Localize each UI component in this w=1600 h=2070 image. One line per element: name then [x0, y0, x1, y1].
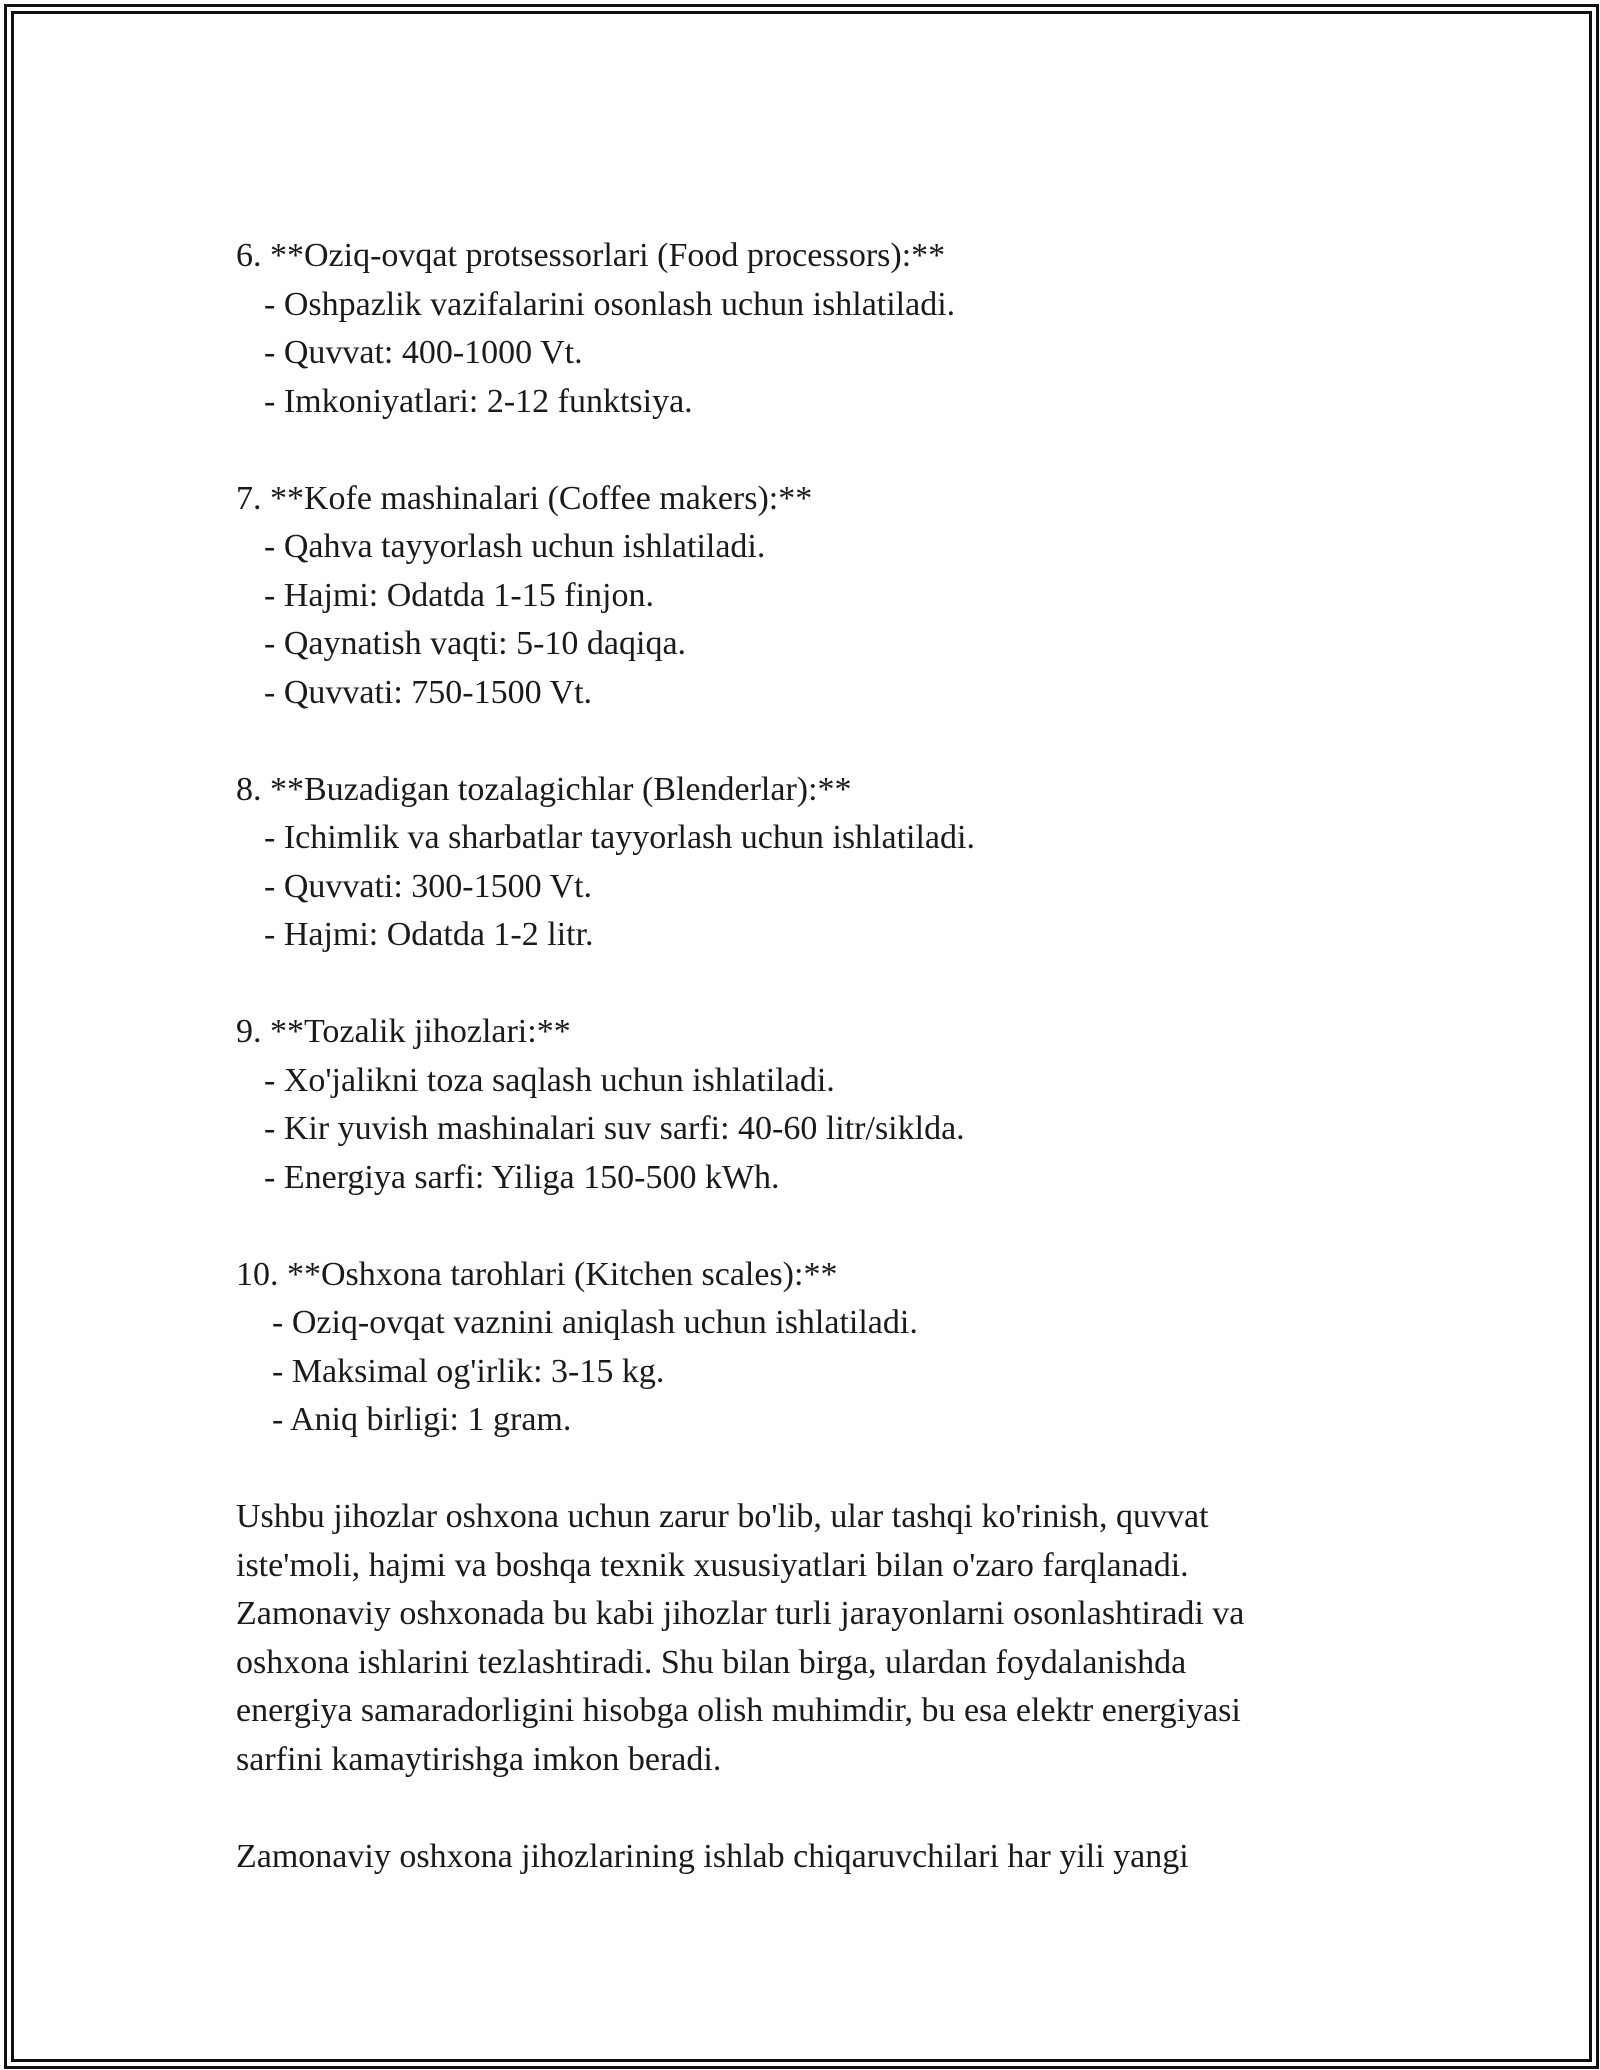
- list-item: - Maksimal og'irlik: 3-15 kg.: [272, 1352, 665, 1390]
- paragraph-line: iste'moli, hajmi va boshqa texnik xususiyatlari bilan o'zaro farqlanadi.: [236, 1546, 1189, 1584]
- section-heading: 10. **Oshxona tarohlari (Kitchen scales):**: [236, 1255, 838, 1293]
- list-item: - Kir yuvish mashinalari suv sarfi: 40-60 litr/siklda.: [264, 1110, 965, 1147]
- list-item: - Quvvati: 300-1500 Vt.: [264, 867, 593, 905]
- section-heading: 6. **Oziq-ovqat protsessorlari (Food processors):**: [236, 237, 946, 274]
- list-item: - Aniq birligi: 1 gram.: [272, 1401, 572, 1438]
- list-item: - Quvvat: 400-1000 Vt.: [264, 334, 583, 371]
- paragraph-line: oshxona ishlarini tezlashtiradi. Shu bilan birga, ulardan foydalanishda: [236, 1643, 1187, 1681]
- list-item: - Hajmi: Odatda 1-2 litr.: [264, 916, 594, 953]
- section-heading: 8. **Buzadigan tozalagichlar (Blenderlar):**: [236, 770, 852, 808]
- paragraph-line: Zamonaviy oshxona jihozlarining ishlab chiqaruvchilari har yili yangi: [236, 1837, 1189, 1875]
- list-item: - Qahva tayyorlash uchun ishlatiladi.: [264, 528, 766, 565]
- list-item: - Oshpazlik vazifalarini osonlash uchun ishlatiladi.: [264, 285, 956, 323]
- document-body: [236, 232, 1416, 1881]
- paragraph-line: Zamonaviy oshxonada bu kabi jihozlar turli jarayonlarni osonlashtiradi va: [236, 1595, 1245, 1632]
- list-item: - Imkoniyatlari: 2-12 funktsiya.: [264, 382, 693, 420]
- list-item: - Energiya sarfi: Yiliga 150-500 kWh.: [264, 1158, 780, 1196]
- list-item: - Quvvati: 750-1500 Vt.: [264, 673, 593, 711]
- paragraph-line: energiya samaradorligini hisobga olish muhimdir, bu esa elektr energiyasi: [236, 1692, 1241, 1729]
- list-item: - Xo'jalikni toza saqlash uchun ishlatiladi.: [264, 1061, 835, 1099]
- paragraph-line: sarfini kamaytirishga imkon beradi.: [236, 1740, 722, 1778]
- list-item: - Hajmi: Odatda 1-15 finjon.: [264, 576, 654, 614]
- list-item: - Oziq-ovqat vaznini aniqlash uchun ishlatiladi.: [272, 1304, 918, 1341]
- section-heading: 9. **Tozalik jihozlari:**: [236, 1013, 571, 1050]
- list-item: - Qaynatish vaqti: 5-10 daqiqa.: [264, 625, 687, 662]
- section-heading: 7. **Kofe mashinalari (Coffee makers):**: [236, 479, 813, 517]
- paragraph-line: Ushbu jihozlar oshxona uchun zarur bo'lib, ular tashqi ko'rinish, quvvat: [236, 1498, 1209, 1535]
- list-item: - Ichimlik va sharbatlar tayyorlash uchun ishlatiladi.: [264, 819, 975, 856]
